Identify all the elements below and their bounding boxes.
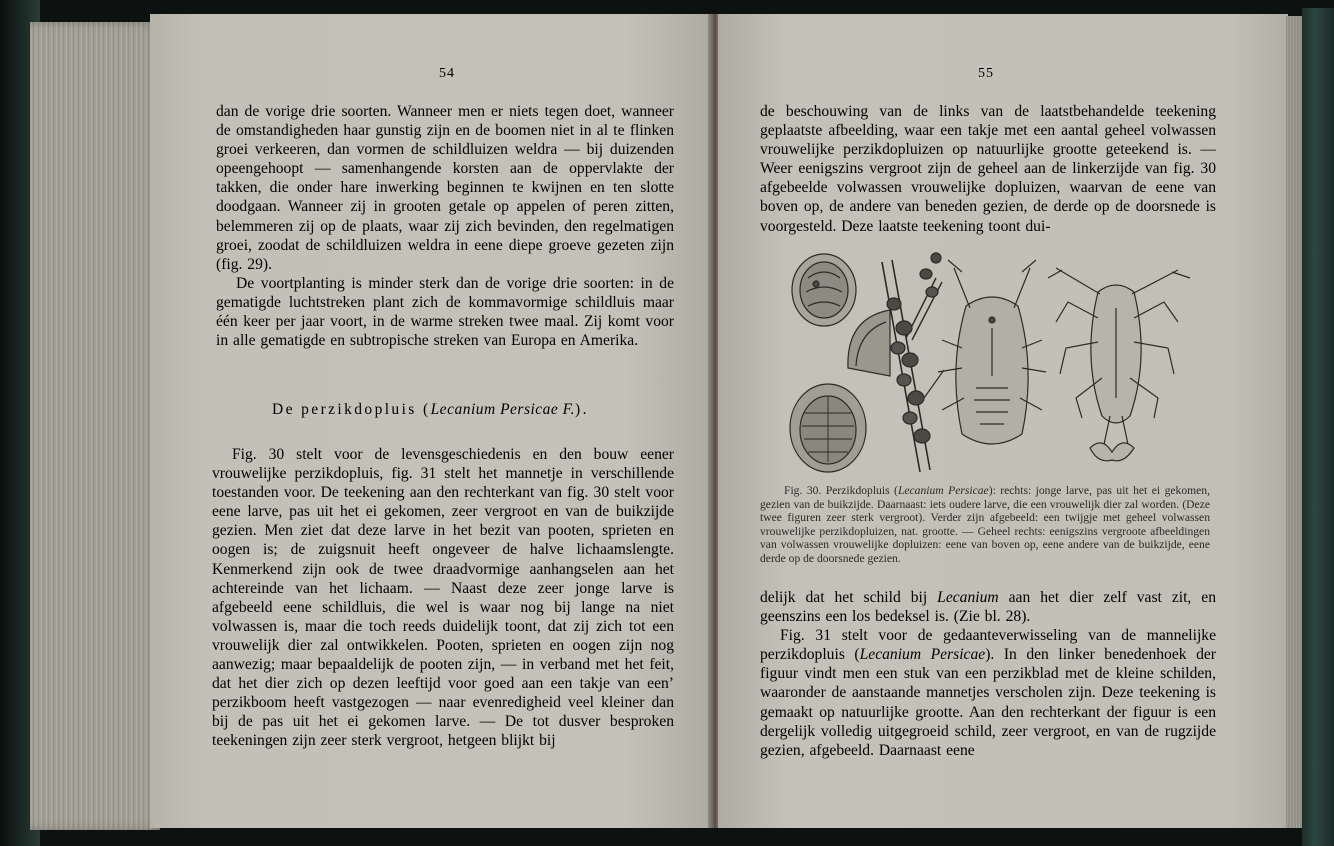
section-heading — [272, 401, 589, 419]
page-number-left: 54 — [439, 66, 455, 81]
older-larva — [938, 260, 1046, 444]
book-cover-right — [1302, 8, 1334, 846]
heading-close: ). — [575, 401, 589, 418]
page-edges-left — [30, 22, 160, 830]
right-paragraph-3-b: ). In den linker benedenhoek der figuur vindt men een stuk van een perzikblad met de kleine schilden, waaronder de aanstaande mannetjes verscholen zijn. Deze teekening is gemaakt op natuurlijke grootte. Aan den rechterkant der figuur is een dergelijk volledig uitgegroeid schild, zeer vergroot, en van de rugzijde gezien, afgebeeld. Daarnaast eene — [760, 646, 1216, 759]
right-paragraph-2 — [760, 588, 1216, 626]
right-paragraph-2-b: aan het dier zelf vast zit, en geenszins een los bedeksel is. (Zie bl. 28). — [760, 589, 1216, 626]
adult-scale-top-view — [792, 254, 856, 326]
right-text-upper — [760, 102, 1216, 236]
twig-with-scales — [882, 253, 944, 472]
scale-insect-illustration-icon — [790, 253, 1190, 472]
right-paragraph-3 — [760, 626, 1216, 760]
page-number-right: 55 — [978, 66, 994, 81]
left-text-upper — [216, 102, 674, 350]
heading-title: De perzikdopluis ( — [272, 401, 431, 418]
adult-scale-underside — [790, 384, 866, 472]
caption-prefix: Fig. 30. Perzikdopluis ( — [784, 484, 898, 497]
right-paragraph-2-latin: Lecanium — [937, 589, 999, 606]
heading-latin-name: Lecanium Persicae F. — [430, 401, 576, 418]
caption-body: ): rechts: jonge larve, pas uit het ei gekomen, gezien van de buikzijde. Daarnaast: iets oudere larve, die een vrouwelijk dier zal worden. (Deze twee figuren zeer sterk vergroot). Verder zijn afgebeeld: een twijgje met geheel volwassen vrouwelijke perzikdopluizen, nat. grootte. — Geheel rechts: eenigszins vergroote afbeeldingen van volwassen vrouwelijke dopluizen: eene van boven op, eene andere van de buikzijde, eene derde op de doorsnede gezien. — [760, 484, 1211, 565]
left-paragraph-2: De voortplanting is minder sterk dan de vorige drie soorten: in de gematigde luchtstreken plant zich de kommavormige schildluis maar één keer per jaar voort, in de warme streken twee maal. Zij komt voor in alle gematigde en subtropische streken van Europa en Amerika. — [216, 274, 674, 350]
right-paragraph-3-latin: Lecanium Persicae — [859, 646, 986, 664]
scale-cross-section — [848, 310, 890, 376]
figure-30-illustration — [786, 248, 1204, 480]
caption-latin-name: Lecanium Persicae — [897, 484, 989, 497]
young-larva — [1048, 268, 1190, 461]
right-paragraph-1: de beschouwing van de links van de laatstbehandelde teekening geplaatste afbeelding, waar een takje met een aantal geheel volwassen vrouwelijke perzikdopluizen op natuurlijke grootte geteekend is. — Weer eenigszins vergroot zijn de geheel aan de linkerzijde van fig. 30 afgebeelde volwassen vrouwelijke dopluizen, waarvan de eene van boven op, de andere van beneden gezien, de derde op de doorsnede is voorgesteld. Deze laatste teekening toont dui- — [760, 103, 1216, 235]
figure-caption — [760, 484, 1210, 566]
left-paragraph-3: Fig. 30 stelt voor de levensgeschiedenis en den bouw eener vrouwelijke perzikdopluis, fig. 31 stelt het mannetje in verschillende toestanden voor. De teekening aan den rechterkant van fig. 30 stelt voor eene larve, pas uit het ei gekomen, zeer vergroot en van de buikzijde gezien. Men ziet dat deze larve in het bezit van pooten, sprieten en oogen is; de zuigsnuit heeft ongeveer de halve lichaamslengte. Kenmerkend zijn ook de twee draadvormige aanhangselen aan het achtereinde van het lichaam. — Naast deze zeer jonge larve is afgebeeld eene schildluis, die wel is waar nog bij lange na niet volwassen is, maar die toch reeds duidelijk toont, dat zij zich tot een vrouwelijk dier zal ontwikkelen. Pooten, sprieten en oogen zijn nog aanwezig; maar bepaaldelijk de pooten zijn, — in verband met het feit, dat het dier zich op dezen leeftijd voor goed aan een takje van een’ perzikboom heeft vastgezogen — naar evenredigheid veel kleiner dan bij de pas uit het ei gekomen larve. — De tot dusver besproken teekeningen zijn zeer sterk vergroot, hetgeen blijkt bij — [212, 446, 674, 750]
right-text-lower — [760, 588, 1216, 760]
left-paragraph-1: dan de vorige drie soorten. Wanneer men er niets tegen doet, wanneer de omstandigheden haar gunstig zijn en de boomen niet in al te flinken groei verkeeren, dan vormen de schildluizen weldra — bij duizenden opeengehoopt — samenhangende korsten aan de oppervlakte der takken, die onder hare inwerking beginnen te kwijnen en ten slotte doodgaan. Wanneer zij in grooten getale op appelen of peren zitten, belemmeren zij op de plaats, waar zij zich bevinden, den regelmatigen groei, zoodat de schildluizen weldra in eene diepe groeve gezeten zijn (fig. 29). — [216, 103, 674, 273]
left-text-lower — [212, 445, 674, 751]
right-paragraph-2-a: delijk dat het schild bij — [760, 589, 938, 606]
caption-text — [760, 484, 1210, 566]
right-paragraph-3-a: Fig. 31 stelt voor de gedaanteverwisseling van de mannelijke perzikdopluis ( — [760, 627, 1216, 664]
